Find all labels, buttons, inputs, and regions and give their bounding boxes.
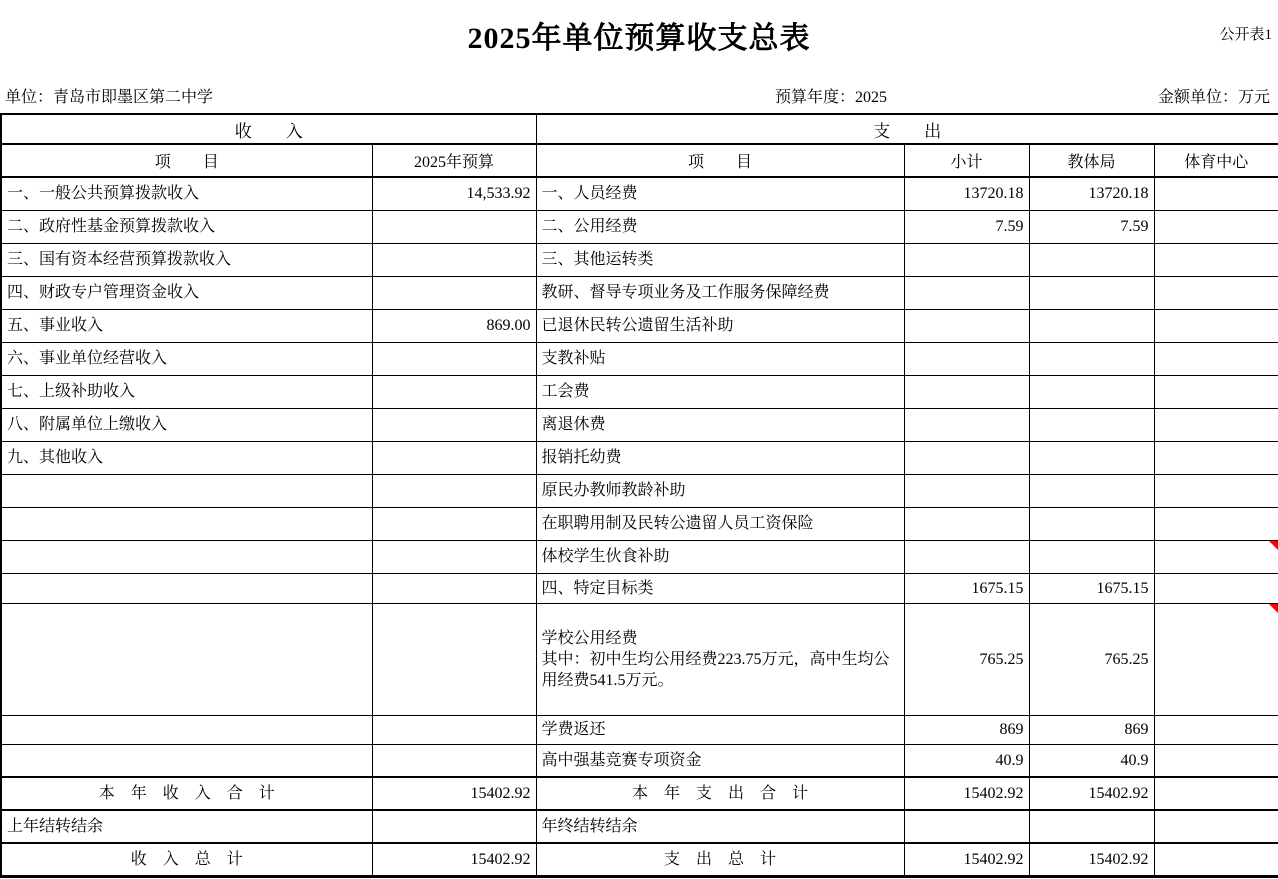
cell-edu-bureau [1029,276,1154,309]
cell-text: 869 [1124,721,1149,738]
cell-text: 40.9 [1120,751,1149,769]
cell-exp-item [536,603,904,715]
cell-sports-center [1154,540,1278,573]
cell-text: 三、其他运转类 [541,251,654,268]
group-header-row [1,114,1278,144]
cell-subtotal [904,342,1029,375]
cell-edu-bureau [1029,777,1154,810]
table-body [1,177,1278,876]
cell-edu-bureau [1029,309,1154,342]
cell-edu-bureau [1029,540,1154,573]
cell-subtotal [904,441,1029,474]
meta-unit: 单位：青岛市即墨区第二中学 [5,89,214,106]
cell-exp-item [536,375,904,408]
cell-income-budget [372,715,536,744]
cell-income-item [1,540,372,573]
cell-income-budget [372,210,536,243]
corner-table-label: 公开表1 [1219,27,1272,43]
column-header-row [1,144,1278,177]
cell-subtotal [904,540,1029,573]
cell-text: 14,533.92 [466,185,531,203]
cell-income-item [1,276,372,309]
cell-text: 八、附属单位上缴收入 [7,416,168,433]
cell-exp-item [536,342,904,375]
cell-income-item [1,573,372,603]
cell-income-budget [372,540,536,573]
table-row [1,441,1278,474]
table-row [1,573,1278,603]
cell-edu-bureau [1029,177,1154,210]
table-row [1,210,1278,243]
cell-text: 15402.92 [470,785,531,802]
cell-text: 高中强基竞赛专项资金 [541,751,702,769]
col-header-edu-bureau: 教体局 [1029,144,1154,177]
cell-income-budget [372,744,536,777]
cell-exp-item [536,441,904,474]
table-row [1,177,1278,210]
table-row [1,276,1278,309]
cell-text: 1675.15 [971,579,1024,597]
cell-text: 年终结转结余 [541,818,638,835]
cell-text: 13720.18 [1088,185,1149,203]
cell-exp-item [536,777,904,810]
cell-income-item [1,777,372,810]
budget-table [0,113,1278,878]
cell-income-item [1,507,372,540]
cell-text: 869.00 [486,317,531,334]
cell-exp-item [536,177,904,210]
cell-income-budget [372,342,536,375]
col-header-sports-center: 体育中心 [1154,144,1278,177]
col-header-subtotal: 小计 [904,144,1029,177]
cell-subtotal [904,210,1029,243]
cell-subtotal [904,744,1029,777]
cell-text: 五、事业收入 [7,317,104,334]
cell-text: 四、财政专户管理资金收入 [7,284,200,301]
cell-exp-item [536,474,904,507]
cell-edu-bureau [1029,715,1154,744]
cell-text: 40.9 [995,751,1024,769]
table-row [1,243,1278,276]
cell-subtotal [904,243,1029,276]
cell-income-item [1,177,372,210]
cell-text: 本 年 支 出 合 计 [631,785,808,802]
table-row [1,744,1278,777]
expenditure-group-header: 支 出 [536,114,1278,144]
cell-subtotal [904,843,1029,876]
cell-subtotal [904,715,1029,744]
cell-sports-center [1154,177,1278,210]
cell-exp-item [536,843,904,876]
cell-subtotal [904,276,1029,309]
cell-sports-center [1154,715,1278,744]
cell-exp-item [536,309,904,342]
cell-edu-bureau [1029,342,1154,375]
cell-text: 7.59 [1120,218,1149,235]
cell-text: 工会费 [541,383,590,400]
cell-text: 在职聘用制及民转公遗留人员工资保险 [541,515,814,532]
cell-income-item [1,342,372,375]
cell-text: 一、人员经费 [541,185,638,203]
cell-edu-bureau [1029,210,1154,243]
cell-income-item [1,810,372,843]
cell-income-item [1,375,372,408]
cell-edu-bureau [1029,843,1154,876]
cell-edu-bureau [1029,441,1154,474]
cell-text: 二、公用经费 [541,218,638,235]
cell-edu-bureau [1029,408,1154,441]
cell-income-item [1,715,372,744]
cell-subtotal [904,177,1029,210]
cell-sports-center [1154,243,1278,276]
cell-text: 体校学生伙食补助 [541,548,670,565]
cell-text: 15402.92 [470,850,531,868]
cell-text: 学校公用经费 其中：初中生均公用经费223.75万元，高中生均公用经费541.5万元。 [541,629,890,689]
cell-sports-center [1154,441,1278,474]
cell-sports-center [1154,210,1278,243]
cell-text: 13720.18 [963,185,1024,203]
table-row [1,507,1278,540]
cell-edu-bureau [1029,744,1154,777]
table-row [1,777,1278,810]
cell-sports-center [1154,744,1278,777]
cell-subtotal [904,603,1029,715]
cell-text: 三、国有资本经营预算拨款收入 [7,251,232,268]
cell-text: 15402.92 [963,850,1024,868]
cell-text: 已退休民转公遗留生活补助 [541,317,734,334]
cell-sports-center [1154,375,1278,408]
cell-income-budget [372,573,536,603]
cell-exp-item [536,408,904,441]
cell-income-item [1,441,372,474]
cell-text: 六、事业单位经营收入 [7,350,168,367]
cell-text: 本 年 收 入 合 计 [98,785,275,802]
cell-sports-center [1154,408,1278,441]
cell-exp-item [536,276,904,309]
table-header [1,114,1278,177]
meta-budget-year: 预算年度：2025 [775,89,888,106]
table-row [1,375,1278,408]
cell-income-budget [372,507,536,540]
cell-edu-bureau [1029,375,1154,408]
cell-exp-item [536,744,904,777]
cell-text: 原民办教师教龄补助 [541,482,686,499]
cell-income-budget [372,474,536,507]
cell-exp-item [536,507,904,540]
cell-income-budget [372,843,536,876]
table-row [1,715,1278,744]
cell-subtotal [904,810,1029,843]
cell-sports-center [1154,276,1278,309]
cell-text: 收 入 总 计 [130,850,243,868]
cell-exp-item [536,573,904,603]
cell-sports-center [1154,573,1278,603]
cell-exp-item [536,243,904,276]
meta-amount-unit: 金额单位：万元 [1157,89,1270,106]
cell-income-item [1,843,372,876]
table-row [1,810,1278,843]
table-row [1,342,1278,375]
cell-income-budget [372,603,536,715]
cell-exp-item [536,810,904,843]
cell-sports-center [1154,309,1278,342]
col-header-exp-item: 项 目 [536,144,904,177]
cell-text: 支 出 总 计 [663,850,776,868]
cell-text: 15402.92 [1088,850,1149,868]
cell-income-budget [372,408,536,441]
cell-sports-center [1154,474,1278,507]
comment-marker-icon [1269,604,1278,613]
cell-text: 四、特定目标类 [541,579,654,597]
cell-income-budget [372,177,536,210]
cell-subtotal [904,375,1029,408]
cell-subtotal [904,777,1029,810]
col-header-income-item: 项 目 [1,144,372,177]
cell-text: 教研、督导专项业务及工作服务保障经费 [541,284,830,301]
cell-sports-center [1154,342,1278,375]
cell-subtotal [904,408,1029,441]
cell-text: 九、其他收入 [7,449,104,466]
cell-edu-bureau [1029,603,1154,715]
table-row [1,843,1278,876]
cell-text: 一、一般公共预算拨款收入 [7,185,200,203]
table-row [1,603,1278,715]
cell-edu-bureau [1029,474,1154,507]
col-header-income-budget: 2025年预算 [372,144,536,177]
cell-text: 上年结转结余 [7,818,104,835]
income-group-header: 收 入 [1,114,536,144]
cell-income-item [1,744,372,777]
cell-text: 七、上级补助收入 [7,383,136,400]
cell-income-item [1,474,372,507]
cell-edu-bureau [1029,243,1154,276]
cell-income-item [1,309,372,342]
cell-text: 7.59 [995,218,1024,235]
cell-income-item [1,243,372,276]
cell-text: 1675.15 [1096,579,1149,597]
cell-exp-item [536,540,904,573]
page-title: 2025年单位预算收支总表 [467,22,811,55]
cell-exp-item [536,210,904,243]
cell-text: 二、政府性基金预算拨款收入 [7,218,216,235]
cell-text: 学费返还 [541,721,606,738]
cell-edu-bureau [1029,507,1154,540]
cell-income-item [1,603,372,715]
cell-edu-bureau [1029,573,1154,603]
cell-income-budget [372,441,536,474]
cell-income-item [1,408,372,441]
cell-text: 支教补贴 [541,350,606,367]
cell-income-budget [372,777,536,810]
cell-sports-center [1154,603,1278,715]
cell-sports-center [1154,810,1278,843]
cell-text: 15402.92 [963,785,1024,802]
comment-marker-icon [1269,541,1278,550]
cell-income-item [1,210,372,243]
cell-sports-center [1154,843,1278,876]
cell-subtotal [904,573,1029,603]
cell-income-budget [372,309,536,342]
cell-subtotal [904,507,1029,540]
cell-subtotal [904,474,1029,507]
cell-text: 报销托幼费 [541,449,622,466]
cell-text: 765.25 [1104,650,1149,668]
cell-text: 离退休费 [541,416,606,433]
cell-income-budget [372,810,536,843]
cell-sports-center [1154,777,1278,810]
table-row [1,474,1278,507]
table-row [1,408,1278,441]
cell-income-budget [372,375,536,408]
cell-sports-center [1154,507,1278,540]
meta-row [0,84,1278,106]
cell-income-budget [372,243,536,276]
cell-text: 15402.92 [1088,785,1149,802]
table-row [1,540,1278,573]
table-row [1,309,1278,342]
cell-text: 765.25 [979,650,1024,668]
budget-report-page [0,20,1278,879]
cell-edu-bureau [1029,810,1154,843]
cell-income-budget [372,276,536,309]
cell-subtotal [904,309,1029,342]
cell-text: 869 [999,721,1024,738]
cell-exp-item [536,715,904,744]
